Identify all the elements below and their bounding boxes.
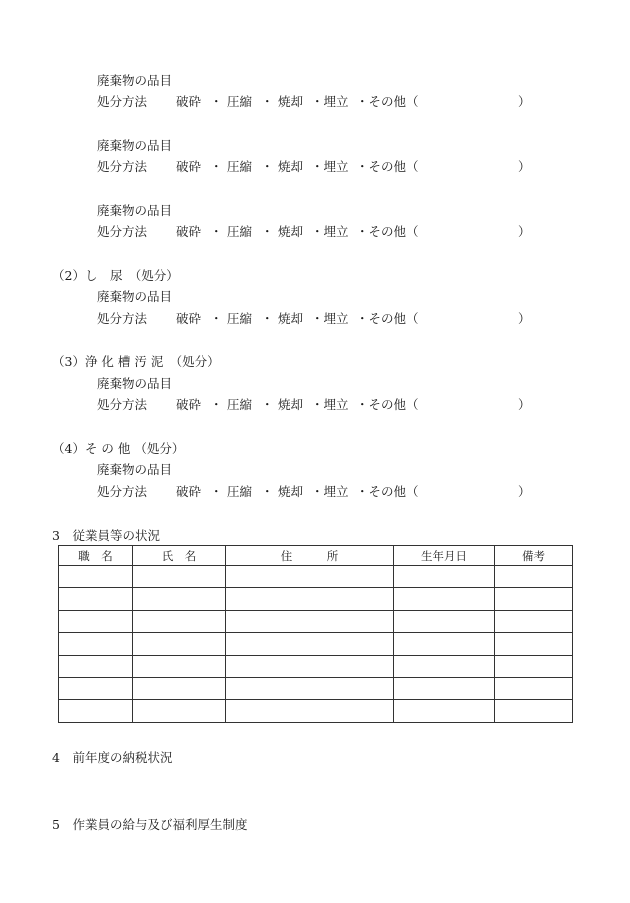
header-birthdate: 生年月日 (394, 546, 495, 566)
method-incinerate: 焼却 (278, 397, 304, 412)
table-cell[interactable] (495, 655, 573, 677)
method-incinerate: 焼却 (278, 159, 304, 174)
table-cell[interactable] (394, 588, 495, 610)
waste-item-label: 廃棄物の品目 (97, 73, 173, 88)
table-cell[interactable] (226, 566, 394, 588)
disposal-method-label: 処分方法 (97, 311, 148, 326)
table-cell[interactable] (226, 610, 394, 632)
table-cell[interactable] (133, 588, 226, 610)
method-landfill: ・埋立 (311, 224, 349, 239)
table-cell[interactable] (59, 633, 133, 655)
method-incinerate: 焼却 (278, 484, 304, 499)
waste-item-label: 廃棄物の品目 (97, 462, 173, 477)
table-cell[interactable] (394, 610, 495, 632)
table-cell[interactable] (394, 566, 495, 588)
method-compress: 圧縮 (227, 397, 253, 412)
table-row (59, 677, 573, 699)
separator: ・ (210, 397, 223, 412)
separator: ・ (261, 94, 274, 109)
table-cell[interactable] (133, 655, 226, 677)
method-other: ・その他（ (356, 484, 419, 499)
table-header-row (59, 546, 573, 566)
method-crush: 破砕 (176, 224, 202, 239)
separator: ・ (261, 311, 274, 326)
table-cell[interactable] (226, 588, 394, 610)
header-address: 住 所 (226, 546, 394, 566)
table-cell[interactable] (394, 655, 495, 677)
method-incinerate: 焼却 (278, 94, 304, 109)
table-row (59, 633, 573, 655)
disposal-method-label: 処分方法 (97, 397, 148, 412)
method-compress: 圧縮 (227, 159, 253, 174)
separator: ・ (210, 484, 223, 499)
waste-item-label: 廃棄物の品目 (97, 289, 173, 304)
close-paren: ） (518, 224, 531, 239)
close-paren: ） (518, 311, 531, 326)
header-name: 氏 名 (133, 546, 226, 566)
table-cell[interactable] (394, 677, 495, 699)
table-cell[interactable] (133, 633, 226, 655)
method-crush: 破砕 (176, 397, 202, 412)
method-other: ・その他（ (356, 397, 419, 412)
heading-night-soil: （2）し 尿 （処分） (52, 268, 179, 283)
heading-septic-sludge: （3）浄 化 槽 汚 泥 （処分） (52, 354, 220, 369)
table-cell[interactable] (495, 610, 573, 632)
separator: ・ (210, 94, 223, 109)
method-crush: 破砕 (176, 94, 202, 109)
disposal-method-label: 処分方法 (97, 224, 148, 239)
table-cell[interactable] (59, 677, 133, 699)
disposal-method-label: 処分方法 (97, 484, 148, 499)
table-row (59, 700, 573, 722)
separator: ・ (210, 159, 223, 174)
method-crush: 破砕 (176, 159, 202, 174)
method-landfill: ・埋立 (311, 311, 349, 326)
table-cell[interactable] (226, 677, 394, 699)
method-landfill: ・埋立 (311, 94, 349, 109)
method-crush: 破砕 (176, 311, 202, 326)
separator: ・ (210, 224, 223, 239)
table-cell[interactable] (133, 566, 226, 588)
method-incinerate: 焼却 (278, 311, 304, 326)
section-3-title: 3 従業員等の状況 (52, 528, 160, 543)
table-row (59, 566, 573, 588)
table-cell[interactable] (495, 588, 573, 610)
table-row (59, 610, 573, 632)
separator: ・ (261, 224, 274, 239)
method-other: ・その他（ (356, 94, 419, 109)
method-landfill: ・埋立 (311, 159, 349, 174)
table-cell[interactable] (59, 610, 133, 632)
waste-item-label: 廃棄物の品目 (97, 138, 173, 153)
table-cell[interactable] (133, 700, 226, 722)
method-compress: 圧縮 (227, 311, 253, 326)
disposal-method-label: 処分方法 (97, 94, 148, 109)
section-4-title: 4 前年度の納税状況 (52, 750, 173, 765)
waste-item-label: 廃棄物の品目 (97, 203, 173, 218)
separator: ・ (261, 397, 274, 412)
section-5-title: 5 作業員の給与及び福利厚生制度 (52, 817, 248, 832)
table-cell[interactable] (226, 633, 394, 655)
table-row (59, 655, 573, 677)
table-cell[interactable] (226, 700, 394, 722)
employee-table (58, 545, 573, 723)
separator: ・ (261, 484, 274, 499)
table-cell[interactable] (495, 566, 573, 588)
heading-other: （4）そ の 他 （処分） (52, 441, 185, 456)
method-other: ・その他（ (356, 224, 419, 239)
table-cell[interactable] (59, 566, 133, 588)
header-position: 職 名 (59, 546, 133, 566)
table-cell[interactable] (495, 677, 573, 699)
table-cell[interactable] (394, 633, 495, 655)
method-compress: 圧縮 (227, 484, 253, 499)
table-cell[interactable] (59, 588, 133, 610)
disposal-method-label: 処分方法 (97, 159, 148, 174)
method-compress: 圧縮 (227, 94, 253, 109)
close-paren: ） (518, 159, 531, 174)
method-crush: 破砕 (176, 484, 202, 499)
method-other: ・その他（ (356, 311, 419, 326)
table-cell[interactable] (59, 655, 133, 677)
table-cell[interactable] (495, 633, 573, 655)
close-paren: ） (518, 484, 531, 499)
table-cell[interactable] (133, 610, 226, 632)
table-cell[interactable] (226, 655, 394, 677)
close-paren: ） (518, 94, 531, 109)
table-cell[interactable] (59, 700, 133, 722)
waste-item-label: 廃棄物の品目 (97, 376, 173, 391)
method-landfill: ・埋立 (311, 397, 349, 412)
separator: ・ (261, 159, 274, 174)
table-cell[interactable] (133, 677, 226, 699)
separator: ・ (210, 311, 223, 326)
table-cell[interactable] (394, 700, 495, 722)
method-other: ・その他（ (356, 159, 419, 174)
header-remarks: 備考 (495, 546, 573, 566)
table-row (59, 588, 573, 610)
method-landfill: ・埋立 (311, 484, 349, 499)
close-paren: ） (518, 397, 531, 412)
method-incinerate: 焼却 (278, 224, 304, 239)
table-cell[interactable] (495, 700, 573, 722)
method-compress: 圧縮 (227, 224, 253, 239)
